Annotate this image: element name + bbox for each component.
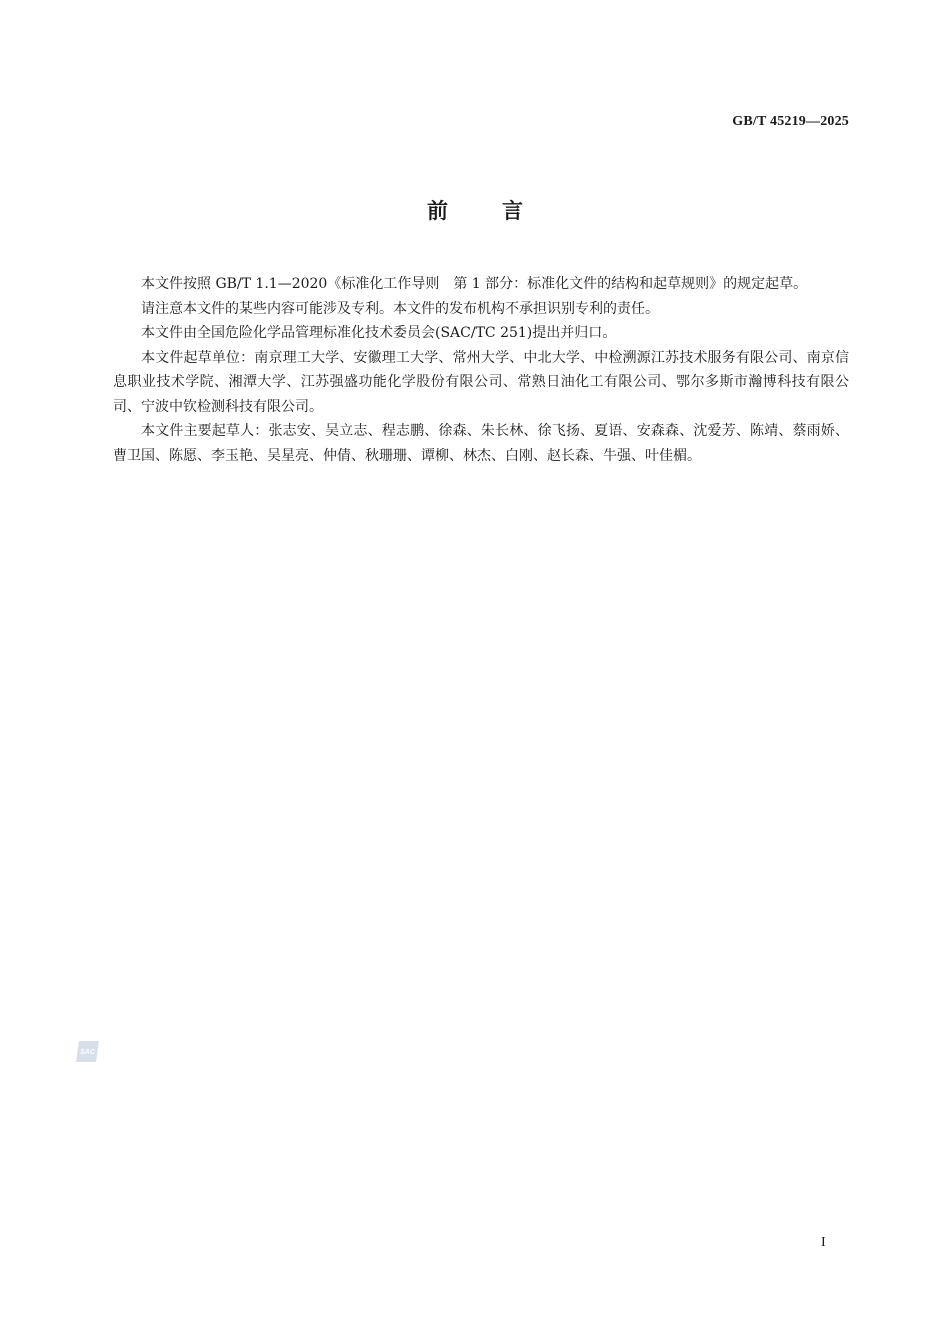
- paragraph-drafting-rules: 本文件按照 GB/T 1.1—2020《标准化工作导则 第 1 部分：标准化文件的结构和起草规则》的规定起草。: [141, 276, 808, 292]
- paragraph-drafting-organizations: 本文件起草单位：南京理工大学、安徽理工大学、常州大学、中北大学、中检溯源江苏技术服务有限公司、南京信息职业技术学院、湘潭大学、江苏强盛功能化学股份有限公司、常熟日油化工有限公司、鄂尔多斯市瀚博科技有限公司、宁波中钦检测科技有限公司。: [113, 349, 849, 415]
- standard-number: GB/T 45219—2025: [732, 114, 849, 129]
- page-title: [0, 195, 950, 225]
- sac-logo-watermark: [75, 1040, 100, 1063]
- title-part-1: 前: [427, 199, 448, 223]
- svg-text:SAC: SAC: [80, 1049, 95, 1056]
- foreword-body: [113, 272, 849, 468]
- paragraph-patent-notice: 请注意本文件的某些内容可能涉及专利。本文件的发布机构不承担识别专利的责任。: [141, 300, 659, 317]
- title-part-2: 言: [502, 199, 523, 223]
- paragraph-main-drafters: 本文件主要起草人：张志安、吴立志、程志鹏、徐森、朱长林、徐飞扬、夏语、安森森、沈爱芳、陈靖、蔡雨娇、曹卫国、陈愿、李玉艳、吴星亮、仲倩、秋珊珊、谭柳、林杰、白刚、赵长森、牛强、叶佳楣。: [113, 423, 849, 464]
- paragraph-proposing-committee: 本文件由全国危险化学品管理标准化技术委员会(SAC/TC 251)提出并归口。: [141, 325, 617, 341]
- page-number: I: [821, 1235, 826, 1250]
